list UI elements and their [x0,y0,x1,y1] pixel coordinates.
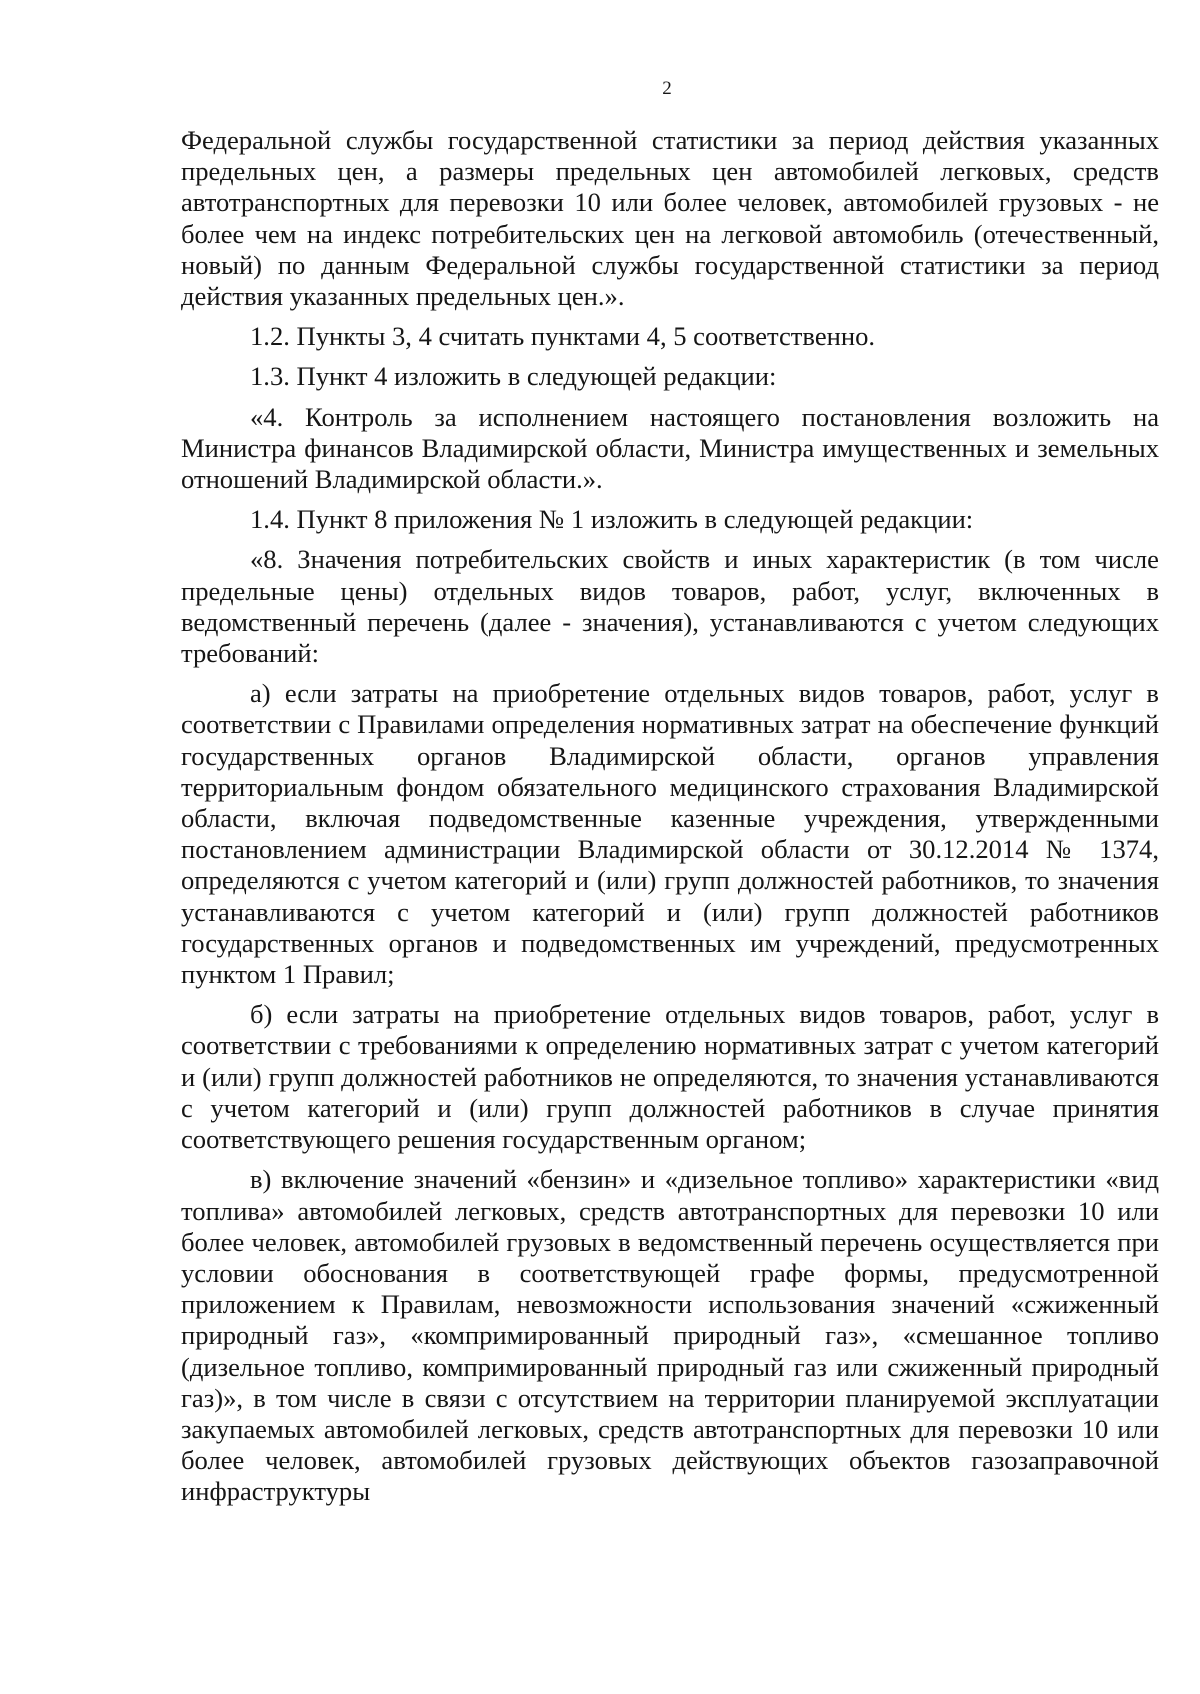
paragraph-quoted-point-8: «8. Значения потребительских свойств и иных характеристик (в том числе предельные цены) отдельных видов товаров, работ, услуг, включенных в ведомственный перечень (далее - значения), устанавливаются с учетом следующих требований: [181,544,1159,669]
paragraph-quoted-point-4: «4. Контроль за исполнением настоящего постановления возложить на Министра финансов Владимирской области, Министра имущественных и земельных отношений Владимирской области.». [181,401,1159,495]
document-body [181,125,1159,1508]
paragraph-item-1-3: 1.3. Пункт 4 изложить в следующей редакции: [250,361,777,392]
paragraph-subpoint-v: в) включение значений «бензин» и «дизельное топливо» характеристики «вид топлива» автомобилей легковых, средств автотранспортных для перевозки 10 или более человек, автомобилей грузовых в ведомственный перечень осуществляется при условии обоснования в соответствующей графе формы, предусмотренной приложением к Правилам, невозможности использования значений «сжиженный природный газ», «компримированный природный газ», «смешанное топливо (дизельное топливо, компримированный природный газ или сжиженный природный газ)», в том числе в связи с отсутствием на территории планируемой эксплуатации закупаемых автомобилей легковых, средств автотранспортных для перевозки 10 или более человек, автомобилей грузовых действующих объектов газозаправочной инфраструктуры [181,1164,1159,1507]
page-number: 2 [662,78,672,99]
paragraph-item-1-2: 1.2. Пункты 3, 4 считать пунктами 4, 5 соответственно. [250,321,876,352]
paragraph-subpoint-b: б) если затраты на приобретение отдельных видов товаров, работ, услуг в соответствии с требованиями к определению нормативных затрат с учетом категорий и (или) групп должностей работников не определяются, то значения устанавливаются с учетом категорий и (или) групп должностей работников в случае принятия соответствующего решения государственным органом; [181,999,1159,1155]
paragraph-subpoint-a: а) если затраты на приобретение отдельных видов товаров, работ, услуг в соответствии с Правилами определения нормативных затрат на обеспечение функций государственных органов Владимирской области, органов управления территориальным фондом обязательного медицинского страхования Владимирской области, включая подведомственные казенные учреждения, утвержденными постановлением администрации Владимирской области от 30.12.2014 № 1374, определяются с учетом категорий и (или) групп должностей работников, то значения устанавливаются с учетом категорий и (или) групп должностей работников государственных органов и подведомственных им учреждений, предусмотренных пунктом 1 Правил; [181,678,1159,990]
paragraph-item-1-4: 1.4. Пункт 8 приложения № 1 изложить в следующей редакции: [250,504,974,535]
paragraph-continuation: Федеральной службы государственной статистики за период действия указанных предельных цен, а размеры предельных цен автомобилей легковых, средств автотранспортных для перевозки 10 или более человек, автомобилей грузовых - не более чем на индекс потребительских цен на легковой автомобиль (отечественный, новый) по данным Федеральной службы государственной статистики за период действия указанных предельных цен.». [181,125,1159,312]
